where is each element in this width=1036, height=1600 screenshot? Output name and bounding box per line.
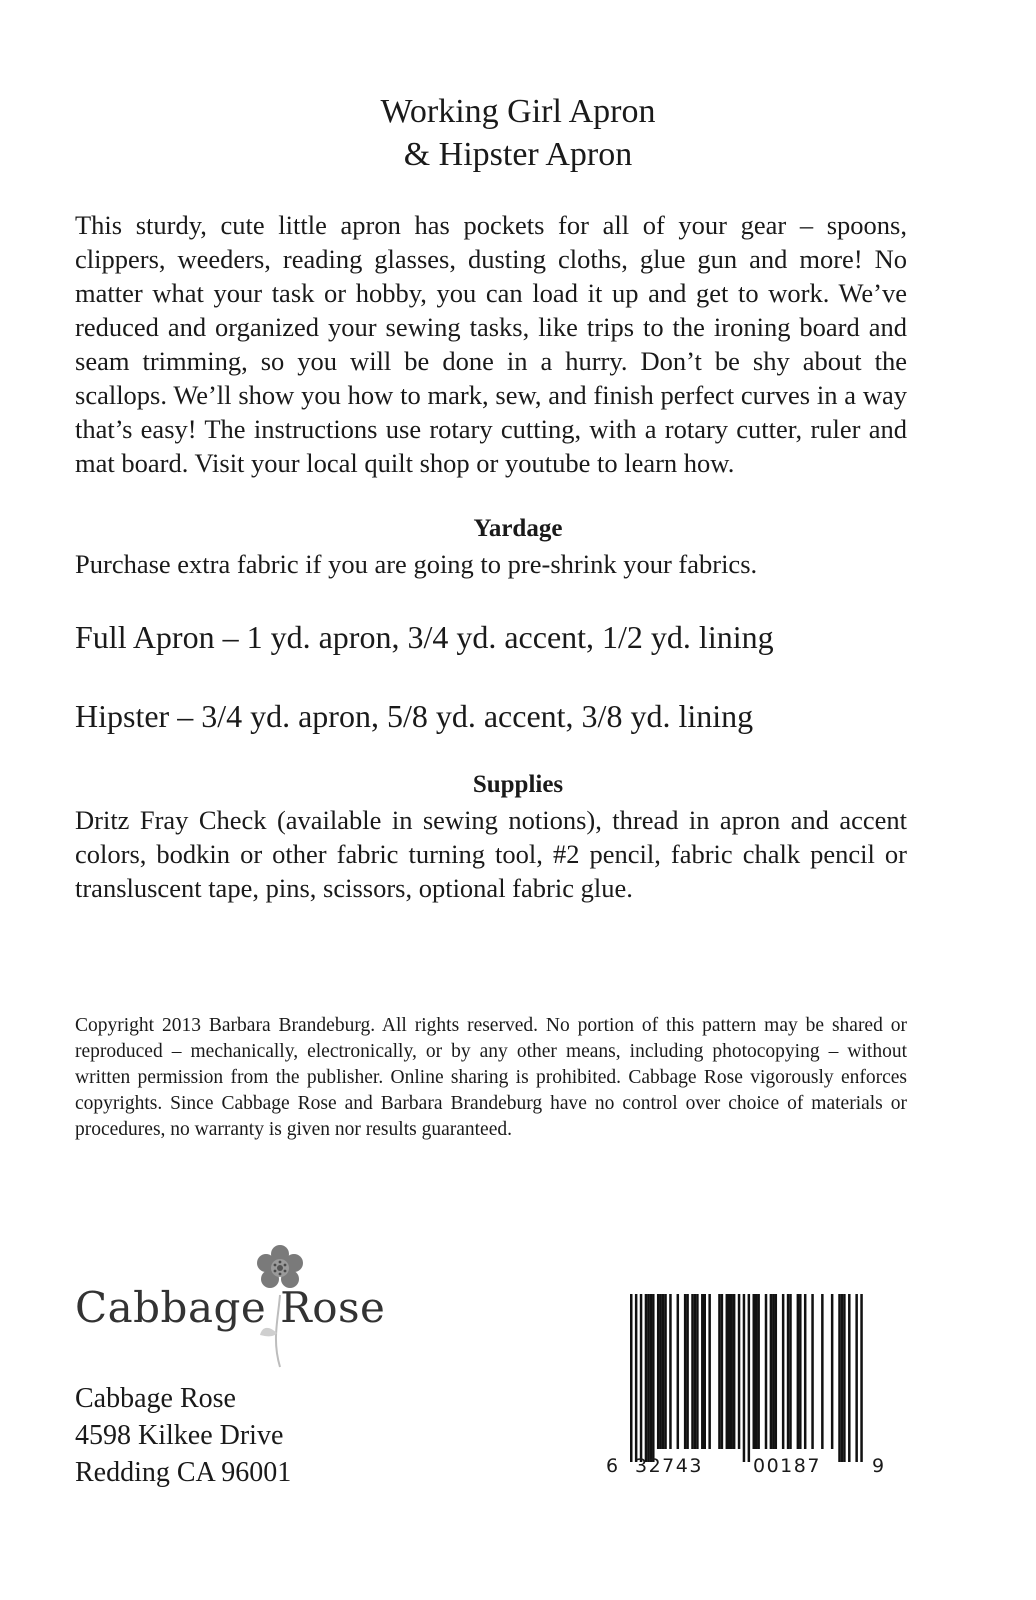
barcode-bar [770, 1294, 773, 1449]
barcode-bar [772, 1294, 775, 1449]
address-name: Cabbage Rose [75, 1383, 236, 1414]
full-apron-yardage: Full Apron – 1 yd. apron, 3/4 yd. accent, 1/2 yd. lining [75, 619, 774, 655]
barcode-bar [843, 1294, 846, 1462]
barcode-bar [650, 1294, 653, 1462]
yardage-heading: Yardage [473, 515, 563, 542]
barcode-bar [718, 1294, 721, 1449]
supplies-heading: Supplies [472, 771, 564, 798]
barcode-bar [647, 1294, 650, 1462]
barcode-bar [645, 1294, 648, 1462]
barcode-bar [686, 1294, 689, 1449]
barcode-bar [708, 1294, 711, 1449]
barcode-bar [730, 1294, 733, 1449]
barcode-bar [775, 1294, 778, 1449]
barcode-bar [691, 1294, 694, 1449]
barcode-bar [831, 1294, 834, 1449]
barcode-bar [838, 1294, 841, 1462]
title-line-1: Working Girl Apron [380, 93, 656, 130]
barcode-bar [799, 1294, 802, 1449]
barcode-bar [677, 1294, 680, 1449]
barcode-bar [860, 1294, 863, 1462]
barcode-bar [811, 1294, 814, 1449]
barcode-bar [659, 1294, 662, 1449]
barcode-bar [782, 1294, 785, 1449]
barcode-bars [600, 1294, 890, 1464]
barcode-bar [669, 1294, 672, 1449]
barcode-bar [738, 1294, 741, 1449]
barcode-bar [821, 1294, 824, 1449]
barcode-bar [726, 1294, 729, 1449]
barcode-bar [765, 1294, 768, 1449]
barcode-last-digit: 9 [872, 1455, 886, 1477]
barcode-bar [733, 1294, 736, 1449]
barcode-bar [757, 1294, 760, 1449]
barcode-bar [696, 1294, 699, 1449]
barcode-bar [662, 1294, 665, 1449]
address-street: 4598 Kilkee Drive [75, 1420, 284, 1451]
barcode-bar [701, 1294, 704, 1449]
barcode-bar [753, 1294, 756, 1449]
hipster-yardage: Hipster – 3/4 yd. apron, 5/8 yd. accent, 3/8 yd. lining [75, 698, 754, 734]
barcode-bar [684, 1294, 687, 1449]
barcode-bar [748, 1294, 751, 1462]
page-title [0, 90, 1036, 176]
barcode-bar [789, 1294, 792, 1449]
barcode-bar [635, 1294, 638, 1462]
barcode-bar [804, 1294, 807, 1449]
yardage-note: Purchase extra fabric if you are going to pre-shrink your fabrics. [75, 549, 758, 579]
address-city: Redding CA 96001 [75, 1457, 292, 1488]
barcode-bar [787, 1294, 790, 1449]
upc-barcode [600, 1294, 890, 1494]
barcode-bar [841, 1294, 844, 1462]
intro-paragraph: This sturdy, cute little apron has pockets for all of your gear – spoons, clippers, weeders, reading glasses, dusting cloths, glue gun and more! No matter what your task or hobby, you can load it up and get to work. We’ve reduced and organized your sewing tasks, like trips to the ironing board and seam trimming, so you will be done in a hurry. Don’t be shy about the scallops. We’ll show you how to mark, sew, and finish perfect curves in a way that’s easy! The instructions use rotary cutting, with a rotary cutter, ruler and mat board. Visit your local quilt shop or youtube to learn how. [75, 210, 907, 478]
supplies-paragraph: Dritz Fray Check (available in sewing notions), thread in apron and accent colors, bodkin or other fabric turning tool, #2 pencil, fabric chalk pencil or transluscent tape, pins, scissors, optional fabric glue. [75, 805, 907, 903]
barcode-bar [721, 1294, 724, 1449]
publisher-address [75, 1380, 291, 1491]
barcode-bar [797, 1294, 800, 1449]
cabbage-rose-logo [75, 1245, 415, 1370]
barcode-bar [848, 1294, 851, 1462]
barcode-bar [743, 1294, 746, 1462]
barcode-right-group: 00187 [753, 1455, 821, 1477]
copyright-notice: Copyright 2013 Barbara Brandeburg. All rights reserved. No portion of this pattern may be shared or reproduced – mechanically, electronically, or by any other means, including photocopying – without written permission from the publisher. Online sharing is prohibited. Cabbage Rose vigorously enforces copyrights. Since Cabbage Rose and Barbara Brandeburg have no control over choice of materials or procedures, no warranty is given nor results guaranteed. [75, 1015, 907, 1140]
barcode-bar [652, 1294, 655, 1462]
barcode-bar [694, 1294, 697, 1449]
barcode-bar [755, 1294, 758, 1449]
barcode-bar [855, 1294, 858, 1462]
barcode-digits [600, 1454, 890, 1482]
title-line-2: & Hipster Apron [403, 136, 633, 173]
barcode-left-group: 32743 [635, 1455, 703, 1477]
barcode-bar [630, 1294, 633, 1462]
barcode-bar [728, 1294, 731, 1449]
barcode-bar [664, 1294, 667, 1449]
barcode-bar [640, 1294, 643, 1462]
barcode-first-digit: 6 [606, 1455, 620, 1477]
barcode-bar [704, 1294, 707, 1449]
logo-text: Cabbage Rose [75, 1283, 386, 1332]
barcode-bar [657, 1294, 660, 1449]
